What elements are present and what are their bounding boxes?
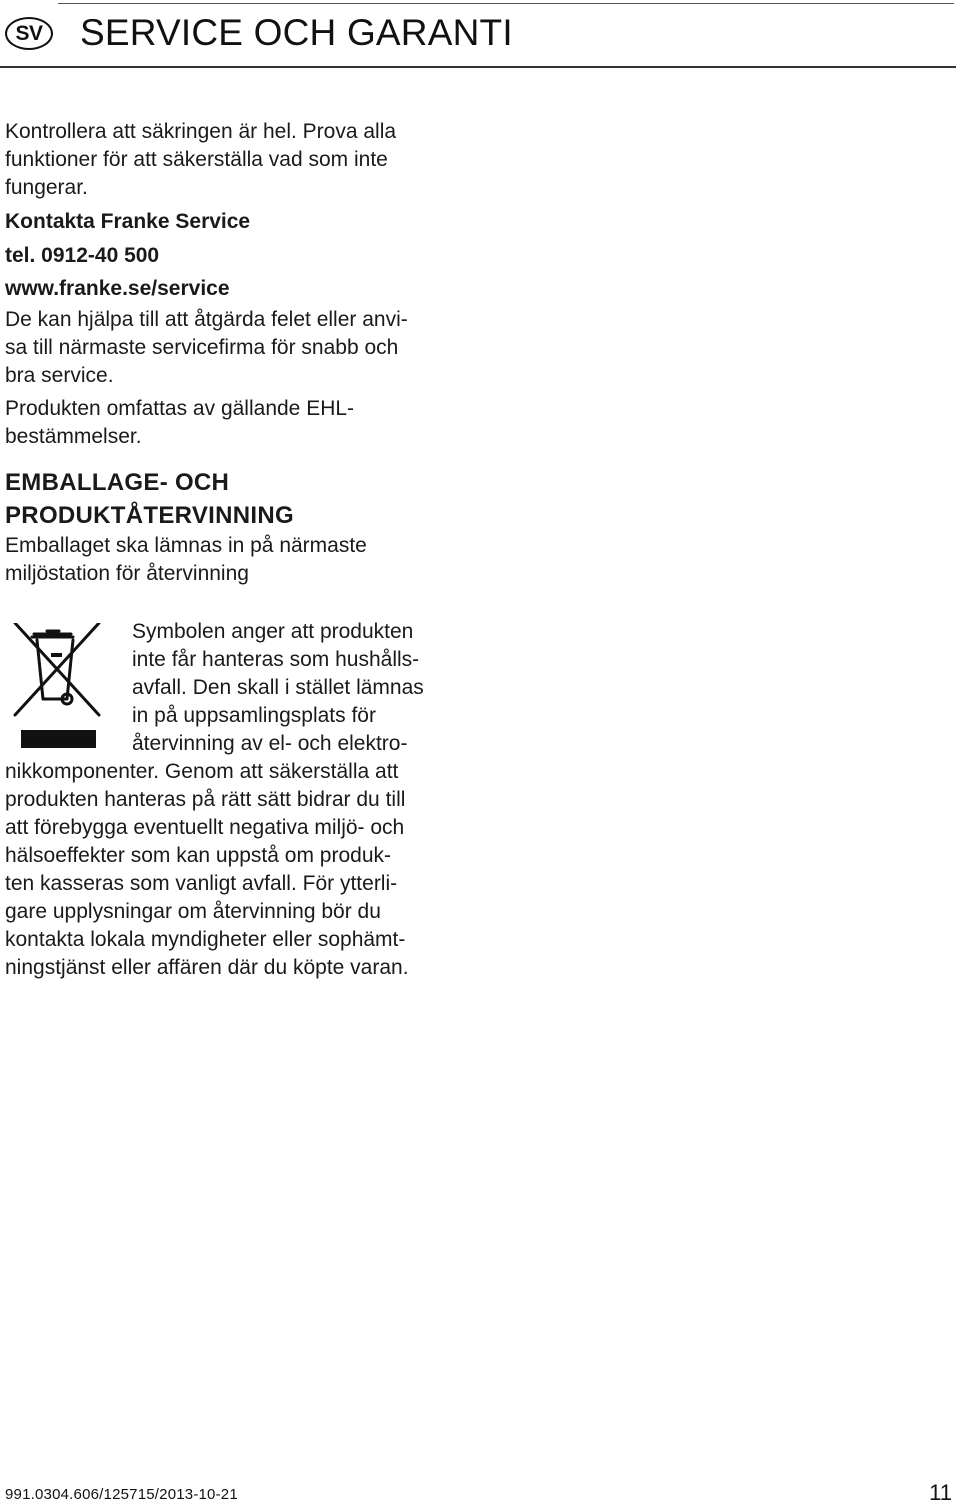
help-text-line: sa till närmaste servicefirma för snabb och <box>5 335 399 359</box>
phone-number: tel. 0912-40 500 <box>5 243 160 267</box>
page-title: SERVICE OCH GARANTI <box>80 12 513 53</box>
recycling-body-line: kontakta lokala myndigheter eller sophämt- <box>5 927 406 951</box>
top-rule <box>58 3 954 4</box>
symbol-text-line: avfall. Den skall i stället lämnas <box>132 675 424 699</box>
recycling-body-line: att förebygga eventuellt negativa miljö- och <box>5 815 405 839</box>
recycling-body-line: gare upplysningar om återvinning bör du <box>5 899 381 923</box>
recycling-body-line: produkten hanteras på rätt sätt bidrar du till <box>5 787 406 811</box>
symbol-text-line: återvinning av el- och elektro- <box>132 731 408 755</box>
recycling-body-line: hälsoeffekter som kan uppstå om produk- <box>5 843 391 867</box>
service-text-line: Kontrollera att säkringen är hel. Prova alla <box>5 120 397 143</box>
contact-heading: Kontakta Franke Service <box>5 210 251 233</box>
service-text-line: funktioner för att säkerställa vad som inte <box>5 148 388 171</box>
recycling-section <box>5 466 475 982</box>
help-text-line: bra service. <box>5 363 114 387</box>
symbol-text-line: Symbolen anger att produkten <box>132 619 414 643</box>
document-body <box>5 118 475 982</box>
recycling-body-line: ningstjänst eller affären där du köpte varan. <box>5 955 409 979</box>
section-heading-line: PRODUKTÅTERVINNING <box>5 501 294 529</box>
recycling-intro-line: Emballaget ska lämnas in på närmaste <box>5 533 367 557</box>
language-badge: SV <box>5 17 53 50</box>
service-section <box>5 118 475 451</box>
service-website-link[interactable]: www.franke.se/service <box>5 277 230 300</box>
service-text-line: fungerar. <box>5 176 88 199</box>
section-heading <box>5 466 475 532</box>
document-code: 991.0304.606/125715/2013-10-21 <box>5 1486 238 1503</box>
recycling-body-line: ten kasseras som vanligt avfall. För ytterli- <box>5 871 398 895</box>
recycling-body-line: nikkomponenter. Genom att säkerställa att <box>5 759 399 783</box>
symbol-text-line: inte får hanteras som hushålls- <box>132 647 420 671</box>
section-heading-line: EMBALLAGE- OCH <box>5 468 230 496</box>
title-divider <box>0 66 956 68</box>
ehl-text-line: bestämmelser. <box>5 424 142 448</box>
recycling-intro-line: miljöstation för återvinning <box>5 561 249 585</box>
symbol-text-line: in på uppsamlingsplats för <box>132 703 376 727</box>
help-text-line: De kan hjälpa till att åtgärda felet eller anvi- <box>5 307 408 331</box>
ehl-text-line: Produkten omfattas av gällande EHL- <box>5 396 355 420</box>
crossed-out-wheelie-bin-icon <box>13 623 101 751</box>
weee-block <box>5 618 475 758</box>
page-number: 11 <box>929 1480 952 1505</box>
